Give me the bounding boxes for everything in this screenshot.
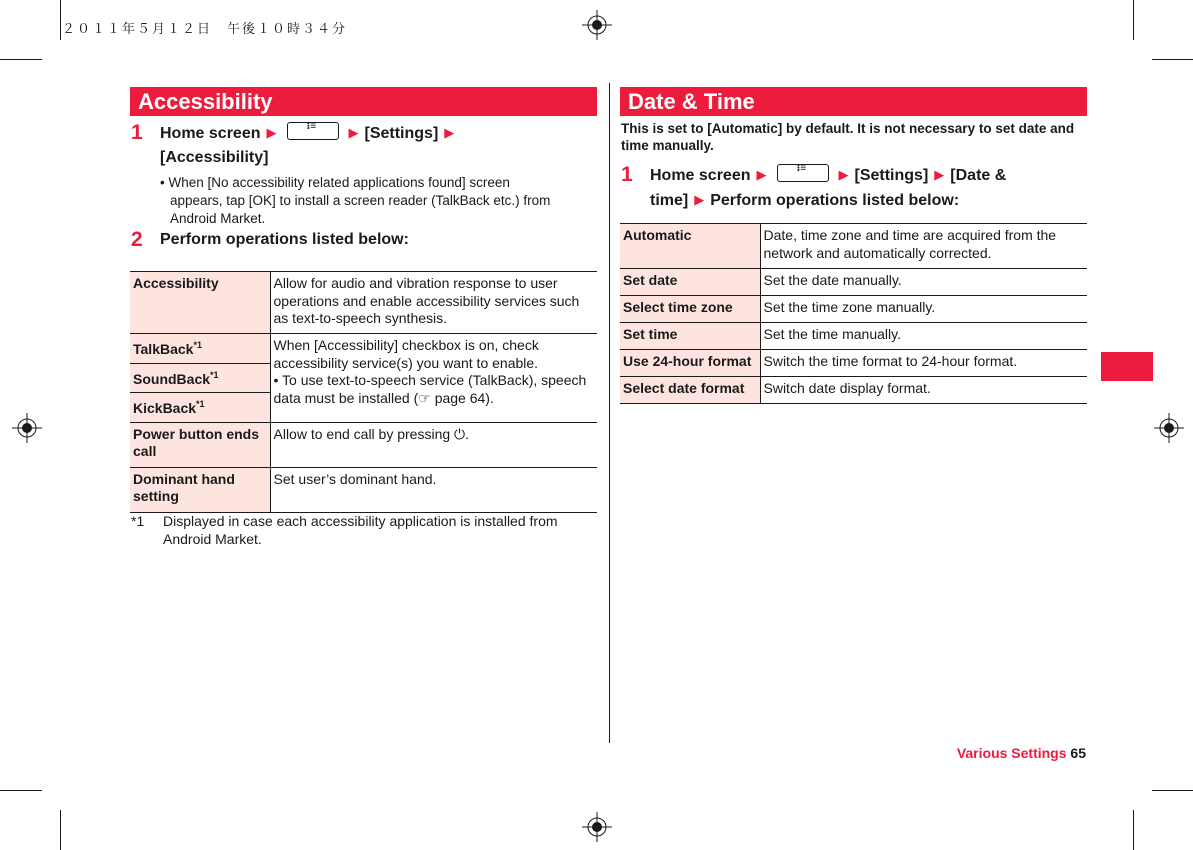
arrow-right-icon: ▶ bbox=[934, 167, 945, 182]
table-key: Dominant hand setting bbox=[130, 467, 270, 512]
step-2-instruction: Perform operations listed below: bbox=[160, 231, 409, 248]
crop-mark bbox=[1152, 59, 1193, 60]
table-value: Set the time zone manually. bbox=[760, 296, 1087, 323]
page-reference-icon: ☞ bbox=[418, 389, 431, 406]
table-key: Accessibility bbox=[130, 272, 270, 334]
table-value: When [Accessibility] checkbox is on, check accessibility service(s) you want to enable. • To use text-to-speech service (TalkBack), speech data must be installed (☞ page 64). bbox=[270, 334, 597, 423]
step-text: Home screen bbox=[160, 125, 261, 142]
table-row bbox=[620, 224, 1087, 269]
registration-mark-icon bbox=[1154, 413, 1184, 443]
table-value: Date, time zone and time are acquired from the network and automatically corrected. bbox=[760, 224, 1087, 269]
table-value: Switch date display format. bbox=[760, 377, 1087, 404]
table-key: Set date bbox=[620, 269, 760, 296]
registration-mark-icon bbox=[12, 413, 42, 443]
step-text: [Settings] bbox=[854, 167, 929, 184]
crop-mark bbox=[60, 0, 61, 40]
table-row bbox=[620, 323, 1087, 350]
footnote-text: Displayed in case each accessibility application is installed from Android Market. bbox=[163, 513, 558, 547]
arrow-right-icon: ▶ bbox=[348, 125, 359, 140]
intro-text: This is set to [Automatic] by default. It is not necessary to set date and time manually. bbox=[621, 121, 1075, 153]
table-value: Switch the time format to 24-hour format. bbox=[760, 350, 1087, 377]
step-number: 2 bbox=[131, 228, 143, 251]
registration-mark-icon bbox=[582, 10, 612, 40]
table-row bbox=[130, 467, 597, 512]
step-number: 1 bbox=[621, 163, 633, 186]
table-key: TalkBack$^{*1}$ bbox=[130, 334, 270, 364]
table-value: Allow for audio and vibration response to user operations and enable accessibility services such as text-to-speech synthesis. bbox=[270, 272, 597, 334]
step-text: Perform operations listed below: bbox=[710, 192, 960, 209]
arrow-right-icon: ▶ bbox=[838, 167, 849, 182]
step-1-instruction bbox=[160, 121, 600, 170]
table-key: KickBack$^{*1}$ bbox=[130, 393, 270, 423]
accessibility-table bbox=[130, 271, 597, 513]
table-key: Set time bbox=[620, 323, 760, 350]
step-1-note: • When [No accessibility related applications found] screen appears, tap [OK] to install a screen reader (TalkBack etc.) from Android Market. bbox=[160, 175, 551, 226]
table-key: Use 24-hour format bbox=[620, 350, 760, 377]
section-index-tab bbox=[1101, 352, 1153, 381]
arrow-right-icon: ▶ bbox=[694, 192, 705, 207]
table-value: Set the time manually. bbox=[760, 323, 1087, 350]
table-key: SoundBack$^{*1}$ bbox=[130, 363, 270, 393]
step-number: 1 bbox=[131, 121, 143, 144]
step-text: [Date & bbox=[950, 167, 1007, 184]
step-text: [Accessibility] bbox=[160, 149, 269, 166]
table-row bbox=[130, 272, 597, 334]
page-footer bbox=[957, 745, 1086, 761]
table-row bbox=[620, 377, 1087, 404]
table-row bbox=[130, 334, 597, 364]
crop-mark bbox=[1133, 0, 1134, 40]
section-header-date-time: Date & Time bbox=[620, 87, 1087, 116]
crop-mark bbox=[0, 790, 42, 791]
table-row bbox=[620, 350, 1087, 377]
bullet-icon: • bbox=[273, 372, 279, 388]
crop-mark bbox=[1152, 790, 1193, 791]
date-time-table bbox=[620, 223, 1087, 404]
column-divider bbox=[609, 83, 610, 743]
table-row bbox=[130, 422, 597, 467]
menu-key-icon: ⁝≡ bbox=[287, 122, 339, 140]
page-number: 65 bbox=[1070, 745, 1086, 761]
bullet-icon: • bbox=[160, 175, 165, 190]
table-key: Automatic bbox=[620, 224, 760, 269]
arrow-right-icon: ▶ bbox=[444, 125, 455, 140]
table-value: Set user’s dominant hand. bbox=[270, 467, 597, 512]
footer-section-label: Various Settings bbox=[956, 745, 1067, 761]
table-row bbox=[620, 296, 1087, 323]
print-timestamp: ２０１１年５月１２日 午後１０時３４分 bbox=[62, 22, 348, 37]
power-key-icon: ⏻ bbox=[454, 425, 466, 442]
registration-mark-icon bbox=[582, 812, 612, 842]
table-key: Power button ends call bbox=[130, 422, 270, 467]
step-text: time] bbox=[650, 192, 689, 209]
crop-mark bbox=[60, 810, 61, 850]
table-key: Select date format bbox=[620, 377, 760, 404]
arrow-right-icon: ▶ bbox=[266, 125, 277, 140]
section-header-accessibility: Accessibility bbox=[130, 87, 597, 116]
table-value: Set the date manually. bbox=[760, 269, 1087, 296]
table-row bbox=[620, 269, 1087, 296]
table-key: Select time zone bbox=[620, 296, 760, 323]
step-1-instruction bbox=[650, 163, 1090, 213]
crop-mark bbox=[1133, 810, 1134, 850]
footnote-mark: *1 bbox=[131, 513, 145, 529]
crop-mark bbox=[0, 59, 42, 60]
step-text: Home screen bbox=[650, 167, 751, 184]
table-value: Allow to end call by pressing ⏻. bbox=[270, 422, 597, 467]
arrow-right-icon: ▶ bbox=[756, 167, 767, 182]
step-text: [Settings] bbox=[364, 125, 439, 142]
menu-key-icon: ⁝≡ bbox=[777, 164, 829, 182]
